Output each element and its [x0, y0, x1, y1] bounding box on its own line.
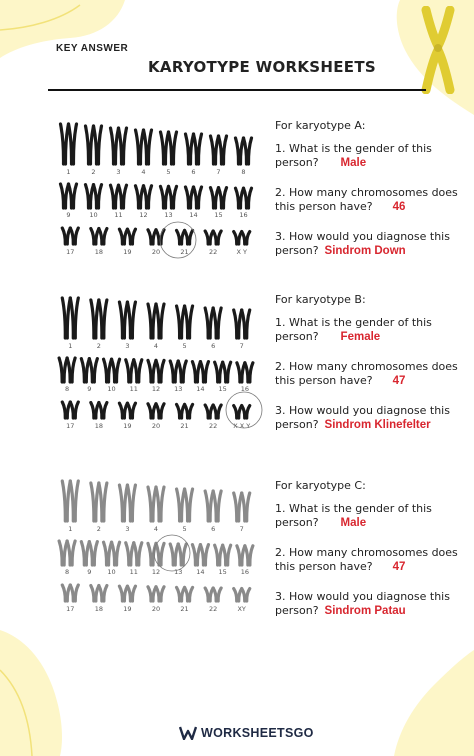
- chromosome: [161, 132, 169, 164]
- chromosome-label: 13: [164, 211, 173, 219]
- chromosome: [200, 362, 208, 382]
- karyotype-b-answer-3: Sindrom Klinefelter: [324, 419, 431, 431]
- chromosome: [67, 541, 75, 565]
- karyotype-b-q1: [275, 316, 467, 344]
- chromosome-label: 4: [153, 525, 159, 533]
- karyotype-a-answer-1: Male: [340, 157, 367, 169]
- chromosome-label: 3: [116, 168, 121, 176]
- chromosome-label: 16: [240, 568, 250, 576]
- karyotype-a-questions: [275, 119, 467, 258]
- chromosome: [81, 359, 89, 382]
- chromosome: [111, 185, 119, 208]
- chromosome: [205, 588, 213, 601]
- karyotype-c-answer-3: Sindrom Patau: [324, 605, 406, 617]
- chromosome: [119, 485, 127, 521]
- q1-text: 1. What is the gender of this person?: [275, 316, 432, 343]
- chromosome-label: 11: [114, 211, 123, 219]
- chromosome-label: 19: [123, 248, 132, 256]
- karyotype-c-image: [48, 475, 268, 615]
- chromosome: [156, 587, 164, 601]
- chromosome-label: 6: [211, 342, 216, 350]
- chromosome: [119, 128, 127, 164]
- chromosome: [234, 493, 242, 521]
- karyotype-a-answer-3: Sindrom Down: [324, 245, 406, 257]
- chromosome: [148, 304, 156, 338]
- chromosome-label: 3: [125, 525, 130, 533]
- chromosome: [234, 232, 242, 244]
- chromosome: [194, 187, 202, 208]
- q1-text: 1. What is the gender of this person?: [275, 142, 432, 169]
- q2-text: 2. How many chromosomes does this person have?: [275, 360, 458, 387]
- chromosome: [70, 298, 78, 338]
- chromosome: [242, 493, 250, 521]
- chromosome-label: 20: [151, 605, 161, 613]
- chromosome-label: 6: [191, 168, 196, 176]
- chromosome-label: 14: [196, 385, 205, 393]
- chromosome: [148, 587, 156, 601]
- chromosome-label: 22: [209, 605, 218, 613]
- karyotype-a-q1: [275, 142, 467, 170]
- chromosome-label: 5: [182, 342, 187, 350]
- chromosome-label: 10: [89, 211, 98, 219]
- karyotype-a-chart: [48, 118, 268, 263]
- chromosome: [215, 362, 223, 382]
- karyotype-a-q3: [275, 230, 467, 258]
- chromosome: [244, 188, 252, 208]
- chromosome: [126, 360, 134, 382]
- chromosome: [91, 300, 99, 338]
- chromosome: [69, 184, 77, 208]
- chromosome: [156, 487, 164, 521]
- chromosome: [213, 308, 221, 338]
- chromosome: [144, 186, 152, 208]
- chromosome-label: 14: [189, 211, 198, 219]
- karyotype-c-q1: [275, 502, 467, 530]
- chromosome: [119, 185, 127, 208]
- q3-text: 3. How would you diagnose this person?: [275, 590, 450, 617]
- chromosome: [70, 585, 78, 601]
- chromosome-label: 7: [239, 342, 244, 350]
- chromosome-label: 17: [66, 248, 75, 256]
- chromosome: [186, 187, 194, 208]
- chromosome: [62, 402, 70, 418]
- chromosome: [67, 358, 75, 382]
- chromosome-label: 9: [87, 568, 92, 576]
- chromosome-label: 7: [216, 168, 221, 176]
- chromosome-label: 9: [87, 385, 92, 393]
- chromosome: [59, 541, 67, 565]
- chromosome: [211, 136, 219, 164]
- chromosome: [244, 138, 252, 164]
- chromosome: [223, 362, 231, 382]
- chromosome: [185, 230, 193, 244]
- chromosome: [136, 130, 144, 164]
- bottom-right-blob: [384, 650, 474, 756]
- chromosome: [119, 229, 127, 244]
- chromosome: [213, 405, 221, 418]
- karyotype-c-answer-1: Male: [340, 517, 367, 529]
- chromosome-label: 13: [174, 568, 183, 576]
- chromosome: [185, 587, 193, 601]
- chromosome: [185, 404, 193, 418]
- chromosome: [211, 188, 219, 208]
- chromosome: [161, 186, 169, 208]
- chromosome: [148, 360, 156, 382]
- chromosome: [134, 543, 142, 565]
- chromosome: [223, 545, 231, 565]
- chromosome: [134, 360, 142, 382]
- chromosome-label: 22: [209, 422, 218, 430]
- chromosome: [177, 306, 185, 338]
- chromosome: [177, 230, 185, 244]
- chromosome: [178, 361, 186, 382]
- chromosome: [81, 542, 89, 565]
- chromosome: [61, 184, 69, 208]
- chromosome: [70, 228, 78, 244]
- chromosome-label: 11: [129, 385, 138, 393]
- chromosome: [89, 359, 97, 382]
- chromosome: [169, 186, 177, 208]
- chromosome-label: 4: [141, 168, 146, 176]
- chromosome: [99, 229, 107, 244]
- chromosome-label: 16: [239, 211, 248, 219]
- chromosome-label: X Y: [236, 248, 247, 256]
- karyotype-a-heading: For karyotype A:: [275, 119, 366, 132]
- title-underline: [48, 89, 426, 91]
- karyotype-b-chart: [48, 292, 268, 432]
- chromosome: [192, 362, 200, 382]
- chromosome: [200, 545, 208, 565]
- chromosome-label: 20: [151, 248, 161, 256]
- chromosome-label: X X Y: [233, 422, 251, 430]
- brand-text: WORKSHEETSGO: [201, 726, 314, 740]
- chromosome: [234, 406, 242, 418]
- chromosome: [86, 185, 94, 208]
- chromosome-label: 5: [182, 525, 187, 533]
- chromosome: [213, 231, 221, 244]
- chromosome: [119, 403, 127, 418]
- karyotype-b-q3: [275, 404, 467, 432]
- chromosome: [112, 542, 120, 565]
- chromosome: [94, 185, 102, 208]
- chromosome-label: 20: [151, 422, 161, 430]
- chromosome: [127, 302, 135, 338]
- chromosome-label: 15: [214, 211, 223, 219]
- chromosome: [148, 404, 156, 418]
- chromosome: [148, 230, 156, 244]
- chromosome: [156, 360, 164, 382]
- chromosome: [186, 134, 194, 164]
- chromosome-label: 2: [96, 342, 101, 350]
- chromosome: [89, 542, 97, 565]
- karyotype-c-chart: [48, 475, 268, 615]
- chromosome-label: 10: [107, 568, 116, 576]
- karyotype-b-answer-2: 47: [392, 375, 406, 387]
- chromosome: [192, 545, 200, 565]
- chromosome-label: 19: [123, 422, 132, 430]
- chromosome: [236, 188, 244, 208]
- chromosome: [144, 130, 152, 164]
- chromosome-label: XY: [237, 605, 246, 613]
- karyotype-a-answer-2: 46: [392, 201, 406, 213]
- karyotype-c-q2: [275, 546, 467, 574]
- chromosome: [148, 487, 156, 521]
- karyotype-c-answer-2: 47: [392, 561, 406, 573]
- chromosome-label: 19: [123, 605, 132, 613]
- chromosome: [91, 483, 99, 521]
- chromosome-label: 2: [91, 168, 96, 176]
- q2-text: 2. How many chromosomes does this person have?: [275, 186, 458, 213]
- chromosome-label: 4: [153, 342, 159, 350]
- chromosome: [70, 481, 78, 521]
- chromosome: [119, 302, 127, 338]
- chromosome: [170, 544, 178, 565]
- chromosome: [70, 402, 78, 418]
- chromosome: [62, 481, 70, 521]
- chromosome-label: 18: [94, 605, 103, 613]
- chromosome-label: 22: [209, 248, 218, 256]
- chromosome-label: 18: [94, 248, 103, 256]
- chromosome: [245, 363, 253, 382]
- chromosome: [242, 589, 250, 601]
- chromosome: [213, 588, 221, 601]
- chromosome-label: 1: [68, 525, 73, 533]
- chromosome: [86, 126, 94, 164]
- chromosome: [127, 485, 135, 521]
- chromosome: [99, 586, 107, 601]
- chromosome: [62, 228, 70, 244]
- chromosome: [178, 544, 186, 565]
- chromosome: [119, 586, 127, 601]
- chromosome-label: 1: [66, 168, 71, 176]
- chromosome: [156, 304, 164, 338]
- chromosome-label: 12: [151, 568, 161, 576]
- chromosome: [99, 483, 107, 521]
- chromosome-label: 6: [211, 525, 216, 533]
- q2-text: 2. How many chromosomes does this person have?: [275, 546, 458, 573]
- worksheetsgo-logo-icon: [179, 726, 197, 740]
- chromosome: [219, 188, 227, 208]
- chromosome: [194, 134, 202, 164]
- chromosome: [156, 404, 164, 418]
- chromosome: [205, 491, 213, 521]
- chromosome-label: 9: [66, 211, 71, 219]
- karyotype-b-answer-1: Female: [340, 331, 381, 343]
- chromosome-label: 7: [239, 525, 244, 533]
- chromosome: [61, 124, 69, 164]
- chromosome: [126, 543, 134, 565]
- chromosome-label: 8: [241, 168, 246, 176]
- q3-text: 3. How would you diagnose this person?: [275, 230, 450, 257]
- page-title: KARYOTYPE WORKSHEETS: [148, 58, 376, 76]
- bottom-left-blob: [0, 630, 80, 756]
- chromosome: [205, 405, 213, 418]
- chromosome-logo-icon: [412, 6, 464, 94]
- chromosome: [205, 231, 213, 244]
- karyotype-b-questions: [275, 293, 467, 432]
- chromosome-label: 1: [68, 342, 73, 350]
- chromosome: [177, 587, 185, 601]
- chromosome: [69, 124, 77, 164]
- chromosome: [91, 586, 99, 601]
- karyotype-c-questions: [275, 479, 467, 618]
- karyotype-b-heading: For karyotype B:: [275, 293, 366, 306]
- karyotype-b-q2: [275, 360, 467, 388]
- chromosome: [59, 358, 67, 382]
- chromosome: [127, 229, 135, 244]
- chromosome-label: 21: [180, 605, 189, 613]
- chromosome-label: 13: [174, 385, 183, 393]
- chromosome: [245, 546, 253, 565]
- chromosome: [99, 403, 107, 418]
- chromosome-label: 2: [96, 525, 101, 533]
- chromosome-label: 5: [166, 168, 171, 176]
- chromosome: [237, 363, 245, 382]
- chromosome-label: 3: [125, 342, 130, 350]
- chromosome: [234, 310, 242, 338]
- chromosome: [177, 404, 185, 418]
- chromosome: [236, 138, 244, 164]
- chromosome: [62, 585, 70, 601]
- chromosome: [136, 186, 144, 208]
- chromosome: [237, 546, 245, 565]
- karyotype-b-image: [48, 292, 268, 432]
- chromosome: [242, 310, 250, 338]
- chromosome: [156, 543, 164, 565]
- chromosome: [127, 586, 135, 601]
- chromosome: [104, 359, 112, 382]
- chromosome: [205, 308, 213, 338]
- chromosome-label: 16: [240, 385, 250, 393]
- chromosome-label: 12: [139, 211, 148, 219]
- chromosome: [91, 403, 99, 418]
- chromosome-label: 17: [66, 605, 75, 613]
- chromosome: [111, 128, 119, 164]
- chromosome: [170, 361, 178, 382]
- footer-brand: [179, 726, 314, 740]
- chromosome-label: 11: [129, 568, 138, 576]
- chromosome-label: 12: [151, 385, 161, 393]
- q3-text: 3. How would you diagnose this person?: [275, 404, 450, 431]
- chromosome-label: 15: [218, 568, 227, 576]
- chromosome: [62, 298, 70, 338]
- chromosome: [99, 300, 107, 338]
- chromosome-label: 10: [107, 385, 116, 393]
- chromosome-label: 8: [65, 385, 70, 393]
- chromosome: [112, 359, 120, 382]
- chromosome-label: 15: [218, 385, 227, 393]
- karyotype-c-heading: For karyotype C:: [275, 479, 366, 492]
- chromosome: [234, 589, 242, 601]
- chromosome: [127, 403, 135, 418]
- chromosome-label: 17: [66, 422, 75, 430]
- chromosome: [169, 132, 177, 164]
- chromosome: [177, 489, 185, 521]
- chromosome: [104, 542, 112, 565]
- chromosome: [185, 489, 193, 521]
- chromosome: [242, 232, 250, 244]
- q1-text: 1. What is the gender of this person?: [275, 502, 432, 529]
- chromosome: [219, 136, 227, 164]
- chromosome-label: 18: [94, 422, 103, 430]
- chromosome: [242, 406, 250, 418]
- karyotype-a-image: [48, 118, 268, 263]
- chromosome: [215, 545, 223, 565]
- chromosome-label: 21: [180, 422, 189, 430]
- chromosome-label: 21: [180, 248, 189, 256]
- chromosome: [91, 229, 99, 244]
- chromosome-label: 8: [65, 568, 70, 576]
- chromosome: [185, 306, 193, 338]
- chromosome-label: 14: [196, 568, 205, 576]
- chromosome: [213, 491, 221, 521]
- chromosome: [94, 126, 102, 164]
- karyotype-c-q3: [275, 590, 467, 618]
- karyotype-a-q2: [275, 186, 467, 214]
- key-answer-label: KEY ANSWER: [56, 43, 129, 54]
